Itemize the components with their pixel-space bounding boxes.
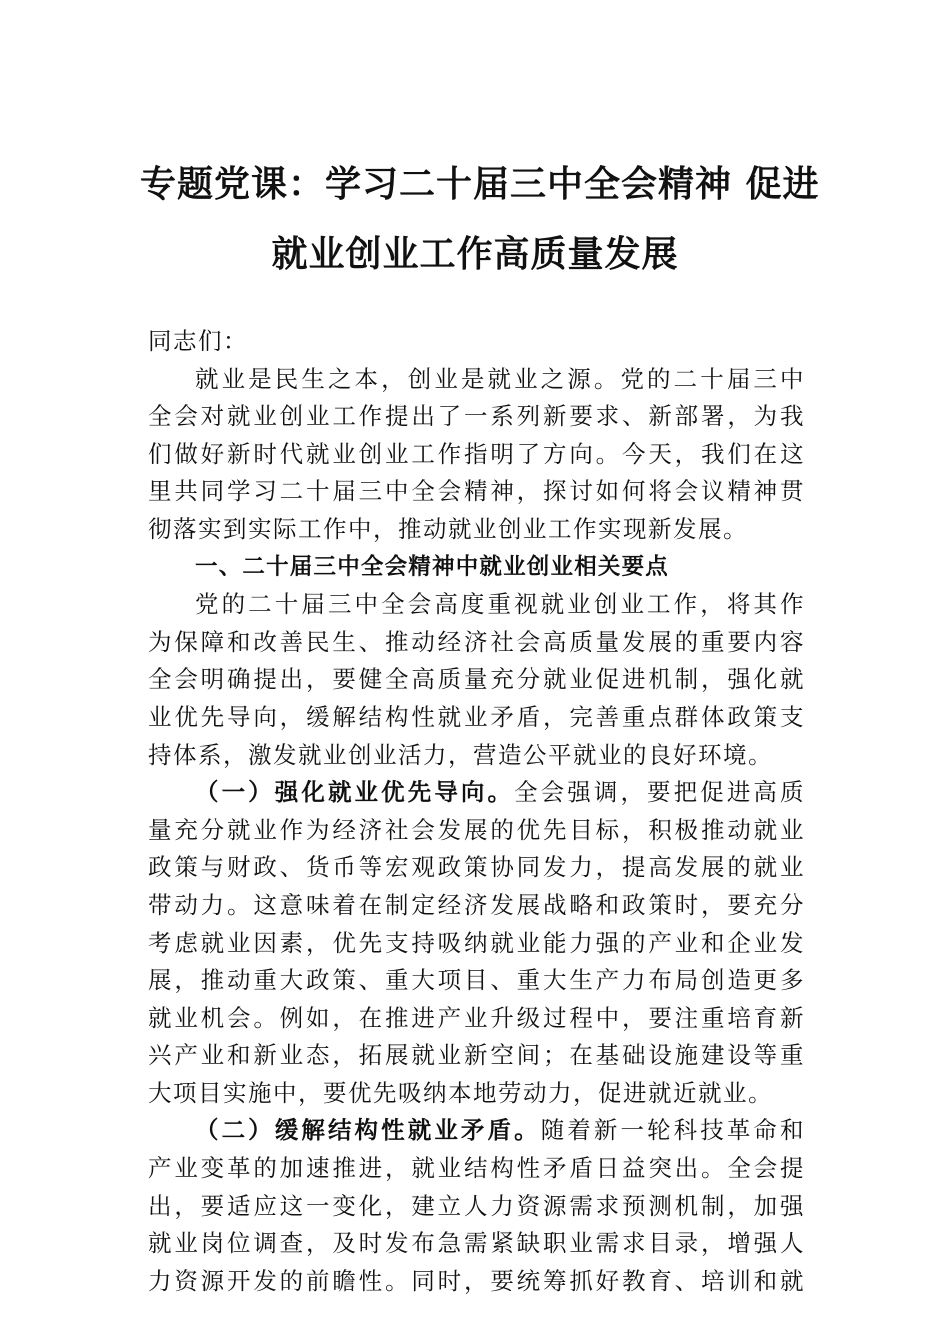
intro-line: 全会对就业创业工作提出了一系列新要求、新部署，为我 <box>148 402 805 431</box>
point-1-line: 政策与财政、货币等宏观政策协同发力，提高发展的就业 <box>148 853 805 882</box>
section-1-line: 为保障和改善民生、推动经济社会高质量发展的重要内容 <box>148 627 805 656</box>
section-1-line: 业优先导向，缓解结构性就业矛盾，完善重点群体政策支 <box>148 702 805 731</box>
point-1-first-rest: 全会强调，要把促进高质 <box>514 778 806 807</box>
document-body <box>148 323 805 1300</box>
point-2-line: 产业变革的加速推进，就业结构性矛盾日益突出。全会提 <box>148 1154 805 1183</box>
point-2-line: 出，要适应这一变化，建立人力资源需求预测机制，加强 <box>148 1191 805 1220</box>
point-2-line: 力资源开发的前瞻性。同时，要统筹抓好教育、培训和就 <box>148 1266 805 1295</box>
point-1-line: 考虑就业因素，优先支持吸纳就业能力强的产业和企业发 <box>148 928 805 957</box>
point-1-lead: （一）强化就业优先导向。 <box>195 778 515 807</box>
point-1-first-line <box>148 774 805 812</box>
point-2-first-line <box>148 1112 805 1150</box>
document-title-line-2: 就业创业工作高质量发展 <box>271 233 679 275</box>
section-heading: 一、二十届三中全会精神中就业创业相关要点 <box>195 553 670 580</box>
salutation: 同志们： <box>148 327 248 355</box>
intro-line: 彻落实到实际工作中，推动就业创业工作实现新发展。 <box>148 514 748 543</box>
point-2-first-rest: 随着新一轮科技革命和 <box>540 1116 806 1145</box>
intro-line: 就业是民生之本，创业是就业之源。党的二十届三中 <box>195 364 805 393</box>
intro-line: 里共同学习二十届三中全会精神，探讨如何将会议精神贯 <box>148 477 805 506</box>
point-1-line: 量充分就业作为经济社会发展的优先目标，积极推动就业 <box>148 815 805 844</box>
point-1-line: 展，推动重大政策、重大项目、重大生产力布局创造更多 <box>148 966 805 995</box>
point-2-line: 就业岗位调查，及时发布急需紧缺职业需求目录，增强人 <box>148 1229 805 1258</box>
point-2-lead: （二）缓解结构性就业矛盾。 <box>195 1116 541 1145</box>
section-1-line: 全会明确提出，要健全高质量充分就业促进机制，强化就 <box>148 665 805 694</box>
document-title-line-1: 专题党课：学习二十届三中全会精神 促进 <box>140 163 820 205</box>
intro-line: 们做好新时代就业创业工作指明了方向。今天，我们在这 <box>148 439 805 468</box>
section-1-line: 党的二十届三中全会高度重视就业创业工作，将其作 <box>195 590 805 619</box>
section-1-line: 持体系，激发就业创业活力，营造公平就业的良好环境。 <box>148 740 773 769</box>
point-1-line: 兴产业和新业态，拓展就业新空间；在基础设施建设等重 <box>148 1041 805 1070</box>
point-1-line: 大项目实施中，要优先吸纳本地劳动力，促进就近就业。 <box>148 1078 773 1107</box>
point-1-line: 带动力。这意味着在制定经济发展战略和政策时，要充分 <box>148 890 805 919</box>
point-1-line: 就业机会。例如，在推进产业升级过程中，要注重培育新 <box>148 1003 805 1032</box>
